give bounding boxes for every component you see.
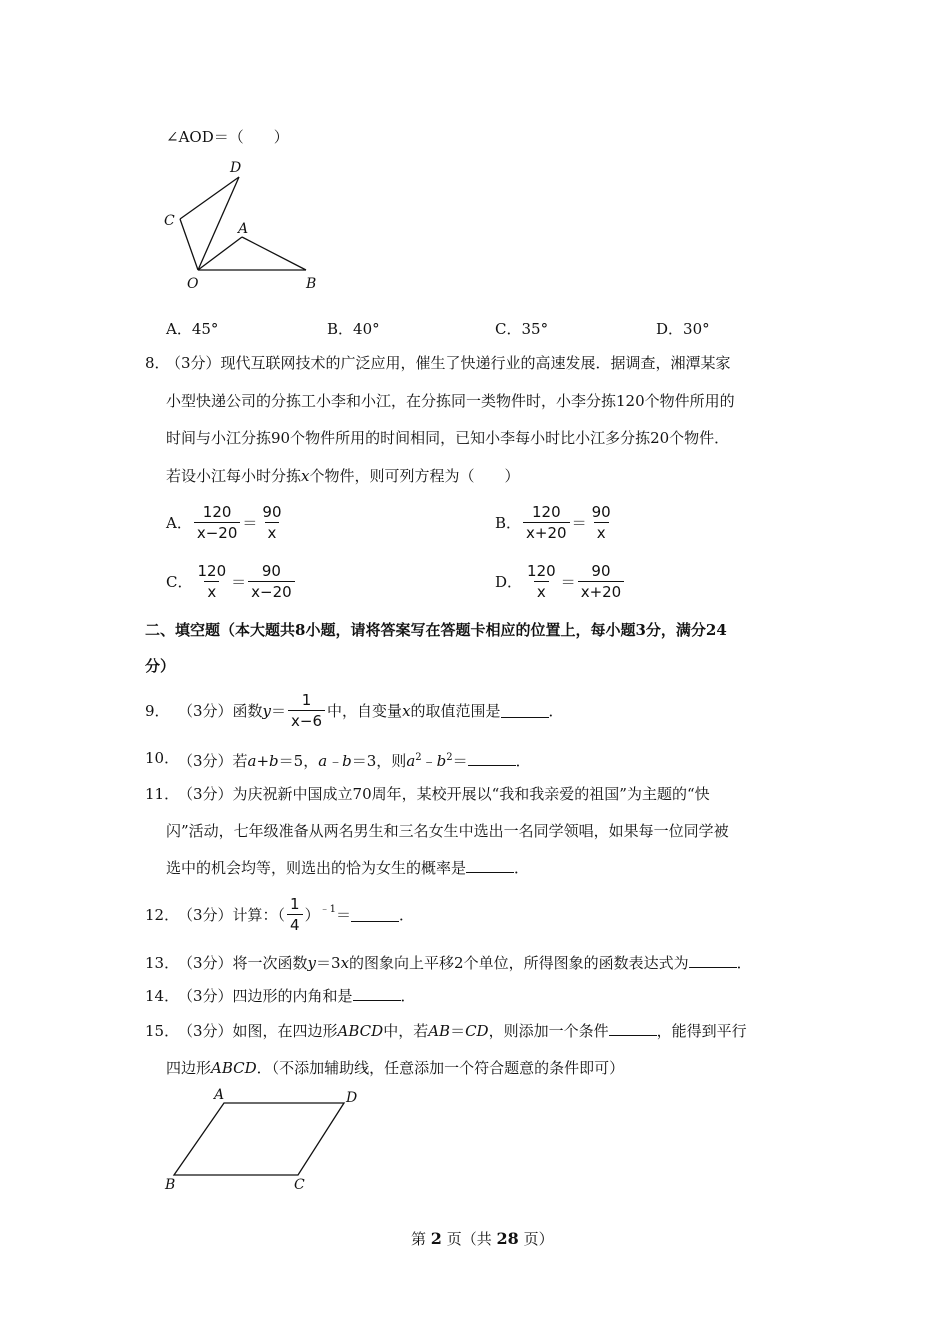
q8-option-a: A． $\frac{120}{x-20}$ ＝ $\frac{90}{x}$ — [166, 503, 287, 542]
fig2-label-d: D — [346, 1090, 358, 1106]
q7-tail: ∠AOD＝（ ） — [166, 128, 289, 146]
q8-option-c: C． $\frac{120}{x}$ ＝ $\frac{90}{x-20}$ — [166, 562, 297, 601]
parallelogram-figure — [160, 1085, 370, 1195]
q13-number: 13． — [145, 954, 180, 972]
q8-option-b: B． $\frac{120}{x+20}$ ＝ $\frac{90}{x}$ — [495, 503, 616, 542]
answer-blank — [501, 703, 549, 718]
answer-blank — [353, 986, 401, 1001]
fig2-label-c: C — [294, 1177, 305, 1193]
fraction: $\frac{120}{x}$ — [527, 562, 556, 601]
q14-text: （3分）四边形的内角和是 ． — [178, 987, 416, 1005]
fig1-label-b: B — [306, 276, 317, 292]
answer-blank — [609, 1021, 657, 1036]
q14-number: 14． — [145, 987, 180, 1005]
q7-option-b: B．40° — [327, 320, 380, 338]
q8-line-4: 若设小江每小时分拣x个物件，则可列方程为（ ） — [166, 467, 520, 485]
fraction: $\frac{90}{x+20}$ — [578, 562, 625, 601]
fraction: $\frac{90}{x-20}$ — [248, 562, 295, 601]
q11-line-1: （3分）为庆祝新中国成立70周年，某校开展以“我和我亲爱的祖国”为主题的“快 — [178, 785, 710, 803]
q13-text: （3分）将一次函数y＝3x的图象向上平移2个单位，所得图象的函数表达式为 ． — [178, 954, 752, 972]
fraction: $\frac{120}{x+20}$ — [523, 503, 570, 542]
fig1-label-c: C — [164, 213, 175, 229]
fraction: $\frac{120}{x}$ — [197, 562, 227, 601]
q10-number: 10． — [145, 749, 180, 767]
q11-number: 11． — [145, 785, 180, 803]
answer-blank — [689, 953, 737, 968]
fraction: $\frac{1}{4}$ — [287, 895, 303, 934]
q10-text: （3分）若a+b＝5，a﹣b＝3，则$a^2﹣b^2=$ ． — [178, 752, 531, 770]
q15-number: 15． — [145, 1022, 180, 1040]
section-2-heading-cont: 分） — [145, 657, 176, 675]
angle-figure — [160, 150, 330, 300]
q9-text: （3分）函数 y ＝ $\frac{1}{x-6}$ 中，自变量 x 的取值范围是 ． — [178, 691, 564, 730]
fig1-label-o: O — [187, 276, 199, 292]
q7-option-c: C．35° — [495, 320, 549, 338]
q8-number: 8． — [145, 354, 170, 372]
fig2-label-b: B — [165, 1177, 176, 1193]
q7-option-d: D．30° — [656, 320, 710, 338]
q7-option-a: A．45° — [166, 320, 219, 338]
fraction: $\frac{90}{x}$ — [591, 503, 611, 542]
q12-number: 12． — [145, 906, 180, 924]
fraction: $\frac{120}{x-20}$ — [194, 503, 241, 542]
q8-line-3: 时间与小江分拣90个物件所用的时间相同，已知小李每小时比小江多分拣20个物件． — [166, 429, 730, 447]
q11-line-2: 闪”活动，七年级准备从两名男生和三名女生中选出一名同学领唱，如果每一位同学被 — [166, 822, 729, 840]
answer-blank — [466, 858, 514, 873]
q8-line-2: 小型快递公司的分拣工小李和小江，在分拣同一类物件时，小李分拣120个物件所用的 — [166, 392, 735, 410]
fig2-label-a: A — [214, 1087, 225, 1103]
q15-line-1: （3分）如图，在四边形ABCD中，若AB＝CD，则添加一个条件 ，能得到平行 — [178, 1022, 747, 1040]
q8-line-1: （3分）现代互联网技术的广泛应用，催生了快递行业的高速发展．据调查，湘潭某家 — [166, 354, 731, 372]
fraction: $\frac{1}{x-6}$ — [288, 691, 325, 730]
fig1-label-d: D — [230, 160, 242, 176]
q12-text: （3分）计算：（ $\frac{1}{4}$ ） $^{﹣1}$ ＝ ． — [178, 895, 415, 934]
q9-number: 9． — [145, 702, 170, 720]
q11-line-3: 选中的机会均等，则选出的恰为女生的概率是 ． — [166, 859, 530, 877]
answer-blank — [468, 751, 516, 766]
answer-blank — [351, 907, 399, 922]
page-footer: 第 2 页（共 28 页） — [411, 1229, 554, 1248]
fraction: $\frac{90}{x}$ — [262, 503, 282, 542]
section-2-heading: 二、填空题（本大题共8小题，请将答案写在答题卡相应的位置上，每小题3分，满分24 — [145, 621, 727, 639]
q8-option-d: D． $\frac{120}{x}$ ＝ $\frac{90}{x+20}$ — [495, 562, 626, 601]
q15-line-2: 四边形ABCD．（不添加辅助线，任意添加一个符合题意的条件即可） — [166, 1059, 625, 1077]
fig1-label-a: A — [238, 221, 249, 237]
